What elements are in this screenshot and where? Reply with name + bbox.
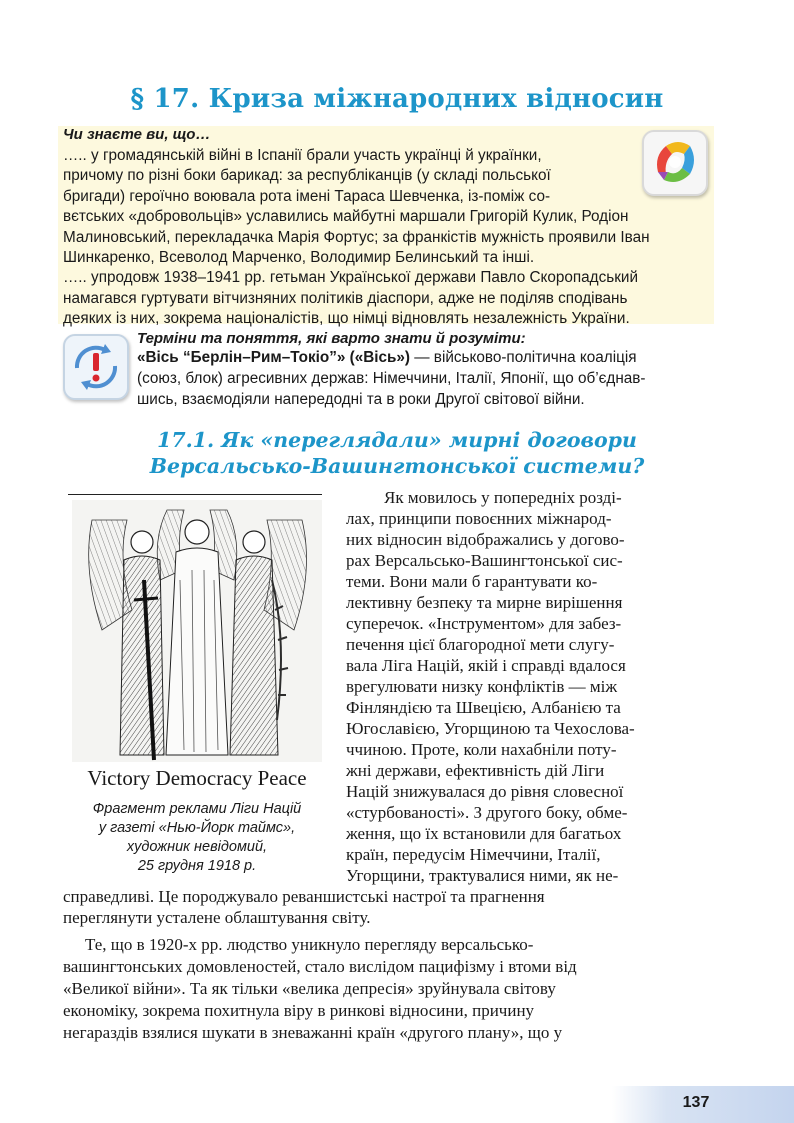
- body-line: вала Ліга Націй, якій і справді вдалося: [346, 656, 626, 675]
- body-line: них відносин відображались у догово-: [346, 530, 625, 549]
- page-number: 137: [682, 1094, 710, 1111]
- figure-rule: [68, 494, 322, 495]
- exclamation-icon: [63, 334, 129, 400]
- body-line: Югославією, Угорщиною та Чехослова-: [346, 719, 635, 738]
- body-line: ччиною. Проте, коли нахабніли поту-: [346, 740, 617, 759]
- body-line: негараздів взялися шукати в зневажанні країн «другого плану», що у: [63, 1023, 563, 1042]
- did-you-know-line: намагався гуртувати вітчизняних політиків діаспори, адже не поділяв сподівань: [63, 290, 628, 307]
- body-line: жні держави, ефективність дій Ліги: [346, 761, 605, 780]
- figure-caption-line: у газеті «Нью-Йорк таймс»,: [98, 820, 296, 836]
- body-line: Націй знижувалася до рівня словесної: [346, 782, 624, 801]
- did-you-know-line: бригади) героїчно воювала рота імені Тараса Шевченка, із-поміж со-: [63, 188, 551, 205]
- body-line: вашингтонських домовленостей, стало вислідом пацифізму і втоми від: [63, 957, 577, 976]
- did-you-know-line: ….. у громадянській війні в Іспанії брали участь українці й українки,: [63, 147, 542, 164]
- section-heading-line: 17.1. Як «переглядали» мирні договори: [157, 428, 637, 452]
- term-definition: — військово-політична коаліція: [410, 349, 637, 366]
- page-title: § 17. Криза міжнародних відносин: [130, 84, 664, 114]
- term-name: «Вісь “Берлін–Рим–Токіо”» («Вісь»): [137, 349, 411, 366]
- body-line: «стурбованості». З другого боку, обме-: [346, 803, 628, 822]
- engraving-image: [72, 500, 322, 762]
- body-line: теми. Вони мали б гарантувати ко-: [346, 572, 598, 591]
- terms-heading: Терміни та поняття, які варто знати й розуміти:: [137, 330, 526, 347]
- did-you-know-line: Шинкаренко, Всеволод Марченко, Володимир Белинський та інші.: [63, 249, 535, 266]
- body-line: Фінляндією та Швецією, Албанією та: [346, 698, 621, 717]
- did-you-know-line: вєтських «добровольців» уславились майбутні маршали Григорій Кулик, Родіон: [63, 208, 629, 225]
- body-line: справедливі. Це породжувало реваншистські настрої та прагнення: [63, 887, 545, 906]
- body-line: ження, що їх встановили для багатьох: [346, 824, 622, 843]
- body-line: рах Версальсько-Вашингтонської сис-: [346, 551, 623, 570]
- body-line: Як мовилось у попередніх розді-: [384, 488, 622, 507]
- figure-caption-line: художник невідомий,: [126, 839, 268, 855]
- hands-icon: [642, 130, 708, 196]
- body-line: суперечок. «Інструментом» для забез-: [346, 614, 622, 633]
- section-heading-line: Версальсько-Вашингтонської системи?: [149, 454, 645, 478]
- body-line: врегулювати низку конфліктів — між: [346, 677, 618, 696]
- term-definition-line: (союз, блок) агресивних держав: Німеччини, Італії, Японії, що об’єднав-: [137, 370, 646, 387]
- term-definition-line: [137, 348, 637, 368]
- did-you-know-heading: Чи знаєте ви, що…: [63, 126, 211, 143]
- figure-caption: [66, 800, 328, 876]
- body-line: «Великої війни». Та як тільки «велика депресія» зруйнувала світову: [63, 979, 556, 998]
- did-you-know-line: деяких із них, зокрема націоналістів, що німці відновлять незалежність України.: [63, 310, 630, 327]
- body-line: лективну безпеку та мирне вирішення: [346, 593, 623, 612]
- term-definition-line: шись, взаємодіяли напередодні та в роки Другої світової війни.: [137, 391, 585, 408]
- body-line: Угорщини, трактувалися ними, як не-: [346, 866, 619, 885]
- body-line: переглянути усталене облаштування світу.: [63, 908, 371, 927]
- body-line: країн, передусім Німеччини, Італії,: [346, 845, 601, 864]
- figure-caption-line: 25 грудня 1918 р.: [137, 858, 257, 874]
- did-you-know-line: Малиновський, перекладачка Марія Фортус; за франкістів мужність проявили Іван: [63, 229, 650, 246]
- did-you-know-line: причому по різні боки барикад: за республіканців (у складі польської: [63, 167, 551, 184]
- body-line: печення цієї благородної мети слугу-: [346, 635, 615, 654]
- body-line: лах, принципи повоєнних міжнарод-: [346, 509, 612, 528]
- body-line: Те, що в 1920-х рр. людство уникнуло перегляду версальсько-: [85, 935, 534, 954]
- did-you-know-line: ….. упродовж 1938–1941 рр. гетьман Української держави Павло Скоропадський: [63, 269, 639, 286]
- body-line: економіку, зокрема похитнула віру в ринкові відносини, причину: [63, 1001, 535, 1020]
- illustration-caption: Victory Democracy Peace: [87, 766, 307, 790]
- figure-caption-line: Фрагмент реклами Ліги Націй: [92, 801, 302, 817]
